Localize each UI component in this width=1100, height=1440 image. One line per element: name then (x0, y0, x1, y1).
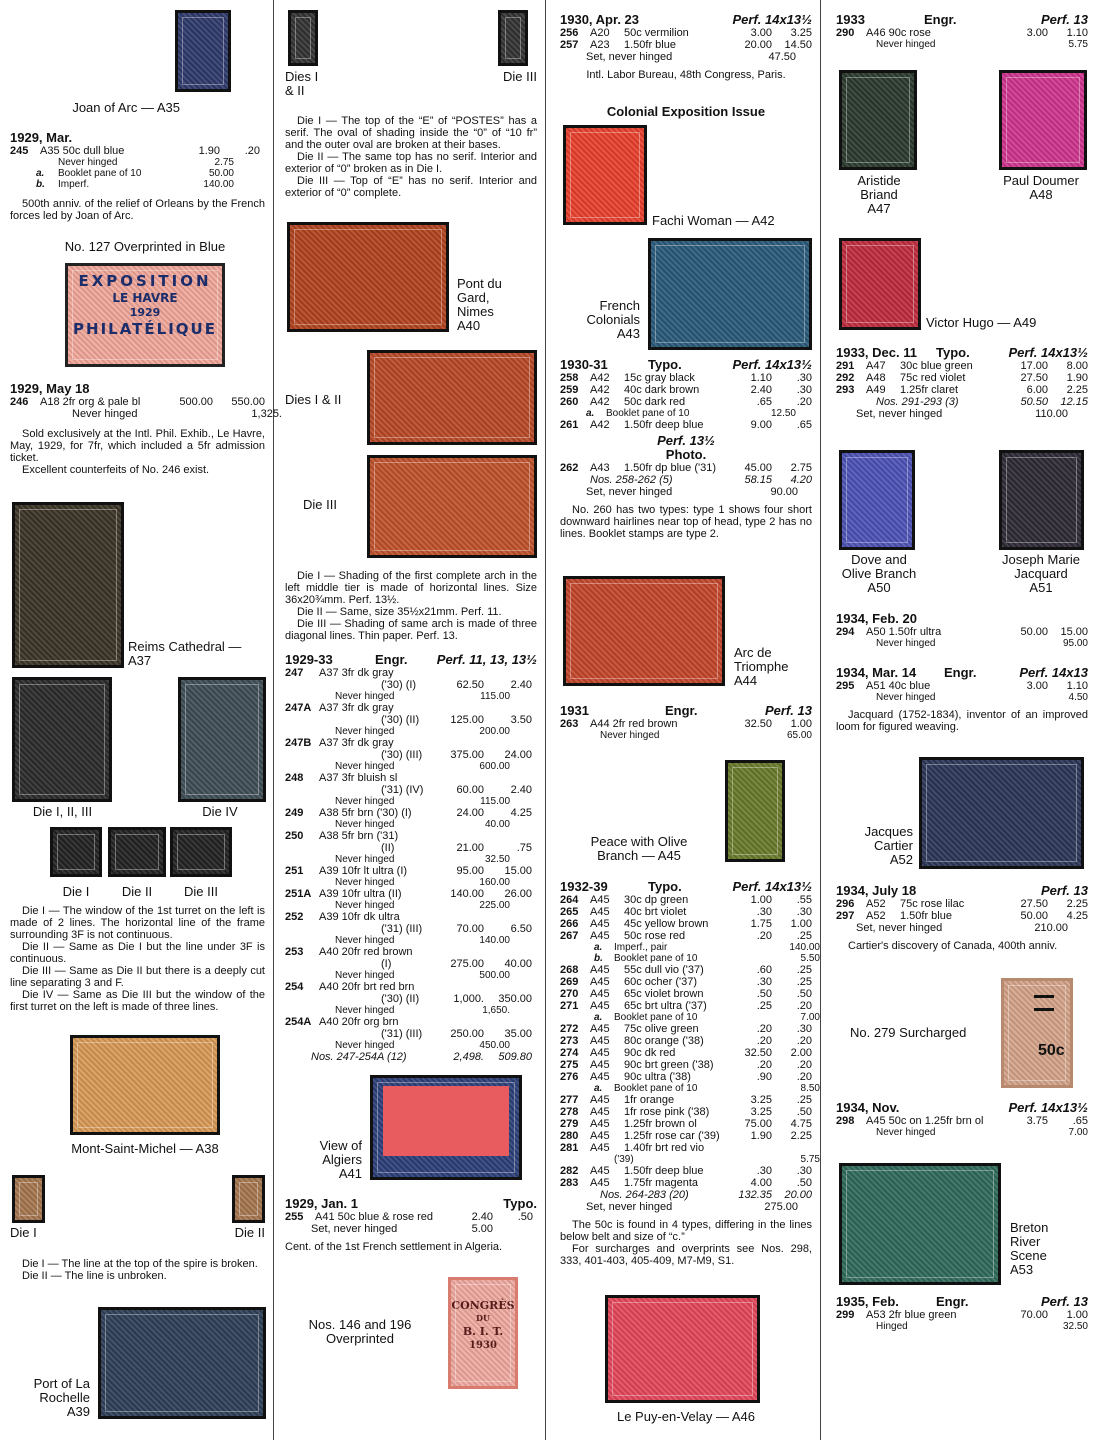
detail-spire-die-1 (12, 1175, 45, 1223)
caption-3f-die-1: Die I (62, 884, 90, 899)
die-notes: Die I — The window of the 1st turret on the left is made of 2 lines. The horizontal line of the frame surrounding 3F is not continuous. Die II — Same as Die I but the line under 3F is continuous. Die III — Same as Die II but there is a deeply cut line separating 3 and F. Die IV — Same as Die III but the window of the first turret on the left is made of three lines. (10, 905, 265, 1013)
catalog-row: 245 A35 50c dull blue 1.90 .20 (10, 145, 260, 157)
catalog-subrow: a. Booklet pane of 10 12.50 (586, 408, 796, 419)
section-1934-jul (836, 884, 1088, 952)
section-1934-nov (836, 1101, 1088, 1138)
catalog-row: 277 A45 1fr orange 3.25 .25 (560, 1094, 812, 1106)
algiers-inner (383, 1086, 509, 1156)
catalog-row: 265 A45 40c brt violet .30 .30 (560, 906, 812, 918)
stamp-jacques-cartier[interactable] (919, 757, 1084, 869)
caption-joseph-jacquard: Joseph Marie Jacquard A51 (1001, 552, 1081, 595)
section-header: 1929-33 Engr. Perf. 11, 13, 13½ (285, 652, 537, 667)
section-note: Sold exclusively at the Intl. Phil. Exhib., Le Havre, May, 1929, for 7fr, which included a 5fr admission ticket. (10, 428, 265, 464)
never-hinged-row: Never hinged 450.00 (335, 1040, 510, 1051)
section-note: 500th anniv. of the relief of Orleans by the French forces led by Joan of Arc. (10, 198, 265, 222)
overprint-text: EXPOSITION LE HAVRE 1929 PHILATÉLIQUE (73, 272, 217, 338)
caption-jacques-cartier: Jacques Cartier A52 (864, 824, 913, 867)
column-4 (836, 0, 1090, 1440)
section-header: 1934, Nov. Perf. 14x13½ (836, 1100, 1088, 1115)
catalog-row: 251A A39 10fr ultra (II) 140.00 26.00 (285, 888, 532, 900)
column-2 (285, 0, 537, 1440)
section-note: Jacquard (1752-1834), inventor of an improved loom for figured weaving. (836, 709, 1088, 733)
colonial-title: Colonial Exposition Issue (606, 104, 766, 119)
catalog-total: Nos. 291-293 (3) 50.50 12.15 (876, 396, 1088, 408)
catalog-table (560, 27, 812, 51)
caption-arch-die-3: Die III (303, 497, 337, 512)
catalog-row: 254A A40 20fr org brn (285, 1016, 399, 1028)
catalog-table (285, 667, 537, 1051)
section-1929-mar (10, 131, 265, 222)
catalog-row: 260 A42 50c dark red .65 .20 (560, 396, 812, 408)
stamp-279-surcharged[interactable] (1001, 978, 1073, 1088)
section-header: 1929, Mar. (10, 130, 73, 145)
catalog-subrow: Hinged 32.50 (876, 1321, 1088, 1332)
catalog-total: Nos. 258-262 (5) 58.15 4.20 (590, 474, 812, 486)
section-note: For surcharges and overprints see Nos. 298, 333, 401-403, 405-409, M7-M9, S1. (560, 1243, 812, 1267)
catalog-subrow: b. Booklet pane of 10 5.50 (594, 953, 820, 964)
stamp-bit-overprint[interactable] (448, 1277, 518, 1389)
catalog-row: 280 A45 1.25fr rose car ('39) 1.90 2.25 (560, 1130, 812, 1142)
catalog-row-cont: ('30) (I) 62.50 2.40 (381, 679, 532, 691)
stamp-la-rochelle[interactable] (98, 1307, 266, 1419)
catalog-subrow: ('39) 5.75 (614, 1154, 820, 1165)
catalog-table (836, 360, 1088, 396)
stamp-le-havre-overprint[interactable] (65, 263, 225, 367)
detail-die-4 (178, 677, 266, 802)
caption-reims: Reims Cathedral — A37 (128, 639, 242, 668)
section-header: 1933, Dec. 11 Typo. Perf. 14x13½ (836, 345, 1088, 360)
catalog-subrow: Never hinged 95.00 (876, 638, 1088, 649)
caption-la-rochelle: Port of La Rochelle A39 (33, 1376, 90, 1419)
caption-fachi-woman: Fachi Woman — A42 (652, 213, 775, 228)
section-1931 (560, 704, 812, 741)
catalog-row-cont: ('30) (II) 125.00 3.50 (381, 714, 532, 726)
catalog-subrow: a. Booklet pane of 10 8.50 (594, 1083, 820, 1094)
catalog-row: 290 A46 90c rose 3.00 1.10 (836, 27, 1088, 39)
section-header: 1929, May 18 (10, 381, 90, 396)
arch-notes: Die I — Shading of the first complete arch in the left middle tier is made of horizontal lines. Size 36x20¾mm. Perf. 13½. Die II — Same, size 35½x21mm. Perf. 11. Die III — Shading of same arch is made of three diagonal lines. Thin paper. Perf. 13. (285, 570, 537, 642)
catalog-row: 269 A45 60c ocher ('37) .30 .25 (560, 976, 812, 988)
section-1933 (836, 13, 1088, 50)
catalog-subrow: Set, never hinged 275.00 (586, 1201, 798, 1213)
catalog-subrow: a. Booklet pane of 10 7.00 (594, 1012, 820, 1023)
caption-die-3: Die III (503, 69, 537, 84)
catalog-row: 268 A45 55c dull vio ('37) .60 .25 (560, 964, 812, 976)
surcharge-value: 50c (1038, 1042, 1065, 1059)
catalog-subrow: Never hinged 2.75 (58, 157, 234, 168)
caption-dove-olive-branch: Dove and Olive Branch A50 (841, 552, 917, 595)
detail-die-1-2-3 (12, 677, 112, 802)
section-1934-mar (836, 666, 1088, 733)
photo-header: Photo. (665, 447, 707, 462)
catalog-row: 256 A20 50c vermilion 3.00 3.25 (560, 27, 812, 39)
catalog-row: 283 A45 1.75fr magenta 4.00 .50 (560, 1177, 812, 1189)
section-1934-feb (836, 612, 1088, 649)
caption-aristide-briand: Aristide Briand A47 (857, 173, 901, 216)
section-1932-39 (560, 879, 820, 1267)
catalog-subrow: Set, never hinged 47.50 (586, 51, 796, 63)
column-1 (10, 0, 282, 1440)
catalog-row: 248 A37 3fr bluish sl (285, 772, 398, 784)
catalog-subrow: Set, never hinged 5.00 (311, 1223, 493, 1235)
spire-notes: Die I — The line at the top of the spire is broken. Die II — The line is unbroken. (22, 1258, 258, 1282)
section-header: 1932-39 Typo. Perf. 14x13½ (560, 879, 812, 894)
catalog-row: 254 A40 20fr brt red brn (285, 981, 415, 993)
catalog-row: 247B A37 3fr dk gray (285, 737, 394, 749)
caption-peace-olive-branch: Peace with Olive Branch — A45 (590, 834, 688, 863)
catalog-row: 281 A45 1.40fr brt red vio (560, 1142, 705, 1154)
catalog-row: 282 A45 1.50fr deep blue .30 .30 (560, 1165, 812, 1177)
caption-view-of-algiers: View of Algiers A41 (319, 1138, 362, 1181)
catalog-row: 279 A45 1.25fr brown ol 75.00 4.75 (560, 1118, 812, 1130)
caption-mont-saint-michel: Mont-Saint-Michel — A38 (71, 1141, 219, 1156)
catalog-subrow: Set, never hinged 110.00 (856, 408, 1068, 420)
never-hinged-row: Never hinged 115.00 (335, 796, 510, 807)
caption-victor-hugo: Victor Hugo — A49 (926, 315, 1037, 330)
section-1929-jan (285, 1197, 537, 1253)
catalog-table (560, 894, 820, 1189)
section-note: Cartier's discovery of Canada, 400th anniv. (848, 940, 1058, 952)
stamp-peace-olive-branch[interactable] (725, 760, 785, 862)
catalog-row: 247A A37 3fr dk gray (285, 702, 394, 714)
never-hinged-row: Never hinged 1,650. (335, 1005, 510, 1016)
section-header: 1935, Feb. Engr. Perf. 13 (836, 1294, 1088, 1309)
caption-paul-doumer: Paul Doumer A48 (1003, 173, 1079, 202)
catalog-subrow: Set, never hinged 90.00 (586, 486, 798, 498)
detail-3f-die-1 (50, 827, 102, 877)
catalog-row: 291 A47 30c blue green 17.00 8.00 (836, 360, 1088, 372)
caption-le-puy-en-velay: Le Puy-en-Velay — A46 (616, 1409, 756, 1424)
detail-3f-die-3 (170, 827, 232, 877)
caption-bit-overprint: Nos. 146 and 196 Overprinted (308, 1317, 412, 1346)
catalog-row: 258 A42 15c gray black 1.10 .30 (560, 372, 812, 384)
never-hinged-row: Never hinged 40.00 (335, 819, 510, 830)
never-hinged-row: Never hinged 115.00 (335, 691, 510, 702)
caption-arch-dies-1-2: Dies I & II (285, 392, 342, 407)
detail-die-1-2-zero (288, 10, 318, 66)
never-hinged-row: Never hinged 225.00 (335, 900, 510, 911)
catalog-table (560, 419, 812, 431)
catalog-row: 255 A41 50c blue & rose red 2.40 .50 (285, 1211, 533, 1223)
detail-3f-die-2 (108, 827, 166, 877)
catalog-subrow: Never hinged 65.00 (600, 730, 812, 741)
surcharge-bars (1034, 995, 1054, 1011)
catalog-row-cont: ('31) (III) 250.00 35.00 (381, 1028, 532, 1040)
catalog-row-cont: ('31) (III) 70.00 6.50 (381, 923, 532, 935)
never-hinged-row: Never hinged 32.50 (335, 854, 510, 865)
catalog-row: 252 A39 10fr dk ultra (285, 911, 400, 923)
catalog-row: 271 A45 65c brt ultra ('37) .25 .20 (560, 1000, 812, 1012)
catalog-table (560, 462, 812, 474)
catalog-row: 299 A53 2fr blue green 70.00 1.00 (836, 1309, 1088, 1321)
caption-spire-die-1: Die I (10, 1225, 37, 1240)
caption-3f-die-3: Die III (184, 884, 218, 899)
stamp-fachi-woman[interactable] (563, 125, 647, 225)
section-header: 1934, Mar. 14 Engr. Perf. 14x13 (836, 665, 1088, 680)
catalog-row: 274 A45 90c dk red 32.50 2.00 (560, 1047, 812, 1059)
section-1929-may (10, 381, 282, 476)
catalog-subrow: a. Booklet pane of 10 50.00 (36, 168, 234, 179)
catalog-row: 275 A45 90c brt green ('38) .20 .20 (560, 1059, 812, 1071)
never-hinged-row: Never hinged 500.00 (335, 970, 510, 981)
detail-spire-die-2 (232, 1175, 265, 1223)
catalog-subrow: Never hinged 4.50 (876, 692, 1088, 703)
stamp-reims-cathedral[interactable] (12, 502, 124, 668)
section-note: The 50c is found in 4 types, differing in the lines below belt and size of “c.” (560, 1219, 812, 1243)
catalog-row: 247 A37 3fr dk gray (285, 667, 394, 679)
caption-french-colonials: French Colonials A43 (586, 298, 640, 341)
never-hinged-row: Never hinged 160.00 (335, 877, 510, 888)
zero-die-notes: Die I — The top of the “E” of “POSTES” has a serif. The oval of shading inside the “0” of “10 fr” and the outer oval are broken at their bases. Die II — The same top has no serif. Interior and exterior of “0” broken as in Die I. Die III — Top of “E” has no serif. Interior and exterior of “0” complete. (285, 115, 537, 199)
column-divider-3 (820, 0, 821, 1440)
stamp-view-of-algiers[interactable] (370, 1075, 522, 1180)
column-divider-1 (273, 0, 274, 1440)
caption-spire-die-2: Die II (234, 1225, 265, 1240)
perf-header: Perf. 13½ (657, 433, 715, 448)
stamp-mont-saint-michel[interactable] (70, 1035, 220, 1135)
section-note: Cent. of the 1st French settlement in Algeria. (285, 1241, 503, 1253)
stamp-aristide-briand[interactable] (839, 70, 917, 170)
section-1930-apr (560, 13, 812, 81)
caption-arc-de-triomphe: Arc de Triomphe A44 (734, 645, 789, 688)
catalog-subrow: Set, never hinged 210.00 (856, 922, 1068, 934)
catalog-row: 276 A45 90c ultra ('38) .90 .20 (560, 1071, 812, 1083)
catalog-row: 261 A42 1.50fr deep blue 9.00 .65 (560, 419, 812, 431)
detail-arch-die-3 (367, 455, 537, 558)
stamp-victor-hugo[interactable] (839, 238, 921, 330)
stamp-joseph-jacquard[interactable] (999, 450, 1084, 550)
catalog-table (560, 372, 812, 408)
catalog-row: 298 A45 50c on 1.25fr brn ol 3.75 .65 (836, 1115, 1088, 1127)
section-note: No. 260 has two types: type 1 shows four short downward hairlines near top of head, type 2 has no lines. Booklet stamps are type 2. (560, 504, 812, 540)
caption-3f-die-2: Die II (121, 884, 153, 899)
detail-die-3-zero (498, 10, 528, 66)
stamp-breton-river-scene[interactable] (839, 1163, 1001, 1285)
catalog-row: 295 A51 40c blue 3.00 1.10 (836, 680, 1088, 692)
catalog-row: 292 A48 75c red violet 27.50 1.90 (836, 372, 1088, 384)
caption-die-1-2-3: Die I, II, III (32, 804, 93, 819)
catalog-subrow: Never hinged 5.75 (876, 39, 1088, 50)
catalog-subrow: b. Imperf. 140.00 (36, 179, 234, 190)
caption-pont-du-gard: Pont du Gard, Nimes A40 (457, 276, 502, 333)
section-1935-feb (836, 1295, 1088, 1332)
catalog-row: 272 A45 75c olive green .20 .30 (560, 1023, 812, 1035)
section-1933-dec (836, 346, 1088, 420)
catalog-row: 253 A40 20fr red brown (285, 946, 413, 958)
section-header: 1930, Apr. 23 Perf. 14x13½ (560, 12, 812, 27)
detail-arch-dies-1-2 (367, 350, 537, 445)
catalog-subrow: Never hinged 1,325. (72, 408, 282, 420)
stamp-le-puy-en-velay[interactable] (605, 1295, 760, 1403)
catalog-row: 270 A45 65c violet brown .50 .50 (560, 988, 812, 1000)
catalog-row: 267 A45 50c rose red .20 .25 (560, 930, 812, 942)
catalog-subrow: Never hinged 7.00 (876, 1127, 1088, 1138)
catalog-row: 273 A45 80c orange ('38) .20 .20 (560, 1035, 812, 1047)
section-header: 1930-31 Typo. Perf. 14x13½ (560, 357, 812, 372)
section-header: 1933 Engr. Perf. 13 (836, 12, 1088, 27)
bit-overprint-text: CONGRÈS DU B. I. T. 1930 (451, 1299, 515, 1351)
catalog-row: 251 A39 10fr lt ultra (I) 95.00 15.00 (285, 865, 532, 877)
section-1930-31 (560, 358, 812, 540)
caption-die-4: Die IV (202, 804, 238, 819)
catalog-row: 249 A38 5fr brn ('30) (I) 24.00 4.25 (285, 807, 532, 819)
catalog-row: 262 A43 1.50fr dp blue ('31) 45.00 2.75 (560, 462, 812, 474)
catalog-table (836, 898, 1088, 922)
catalog-row: 294 A50 1.50fr ultra 50.00 15.00 (836, 626, 1088, 638)
catalog-subrow: a. Imperf., pair 140.00 (594, 942, 820, 953)
catalog-row: 246 A18 2fr org & pale bl 500.00 550.00 (10, 396, 265, 408)
catalog-row: 293 A49 1.25fr claret 6.00 2.25 (836, 384, 1088, 396)
column-3 (560, 0, 820, 1440)
never-hinged-row: Never hinged 600.00 (335, 761, 510, 772)
caption-dies-1-2: Dies I & II (285, 69, 319, 98)
section-1929-33 (285, 653, 537, 1063)
catalog-total: Nos. 247-254A (12) 2,498. 509.80 (311, 1051, 532, 1063)
catalog-row: 296 A52 75c rose lilac 27.50 2.25 (836, 898, 1088, 910)
never-hinged-row: Never hinged 140.00 (335, 935, 510, 946)
caption-joan-of-arc: Joan of Arc — A35 (72, 100, 180, 115)
catalog-row: 263 A44 2fr red brown 32.50 1.00 (560, 718, 812, 730)
catalog-total: Nos. 264-283 (20) 132.35 20.00 (600, 1189, 812, 1201)
section-header: 1934, July 18 Perf. 13 (836, 883, 1088, 898)
catalog-row-cont: ('30) (III) 375.00 24.00 (381, 749, 532, 761)
catalog-row: 264 A45 30c dp green 1.00 .55 (560, 894, 812, 906)
stamp-french-colonials[interactable] (648, 238, 812, 350)
section-note: Intl. Labor Bureau, 48th Congress, Paris. (586, 69, 786, 81)
caption-breton-river-scene: Breton River Scene A53 (1010, 1220, 1049, 1277)
catalog-row-cont: ('30) (II) 1,000. 350.00 (381, 993, 532, 1005)
stamp-paul-doumer[interactable] (999, 70, 1087, 170)
catalog-row: 266 A45 45c yellow brown 1.75 1.00 (560, 918, 812, 930)
catalog-row: 259 A42 40c dark brown 2.40 .30 (560, 384, 812, 396)
catalog-row-cont: (I) 275.00 40.00 (381, 958, 532, 970)
never-hinged-row: Never hinged 200.00 (335, 726, 510, 737)
section-header: 1929, Jan. 1 Typo. (285, 1196, 537, 1211)
catalog-row: 250 A38 5fr brn ('31) (285, 830, 399, 842)
stamp-dove-olive-branch[interactable] (839, 450, 915, 550)
stamp-pont-du-gard[interactable] (287, 222, 449, 332)
section-header: 1934, Feb. 20 (836, 611, 917, 626)
catalog-row-cont: (II) 21.00 .75 (381, 842, 532, 854)
stamp-joan-of-arc[interactable] (175, 10, 231, 92)
caption-overprint: No. 127 Overprinted in Blue (64, 239, 226, 254)
catalog-row: 278 A45 1fr rose pink ('38) 3.25 .50 (560, 1106, 812, 1118)
catalog-row: 297 A52 1.50fr blue 50.00 4.25 (836, 910, 1088, 922)
section-header: 1931 Engr. Perf. 13 (560, 703, 812, 718)
section-note: Excellent counterfeits of No. 246 exist. (22, 464, 210, 476)
caption-no-279-surcharged: No. 279 Surcharged (850, 1025, 967, 1040)
stamp-arc-de-triomphe[interactable] (563, 576, 725, 686)
column-divider-2 (545, 0, 546, 1440)
catalog-row-cont: ('31) (IV) 60.00 2.40 (381, 784, 532, 796)
catalog-row: 257 A23 1.50fr blue 20.00 14.50 (560, 39, 812, 51)
